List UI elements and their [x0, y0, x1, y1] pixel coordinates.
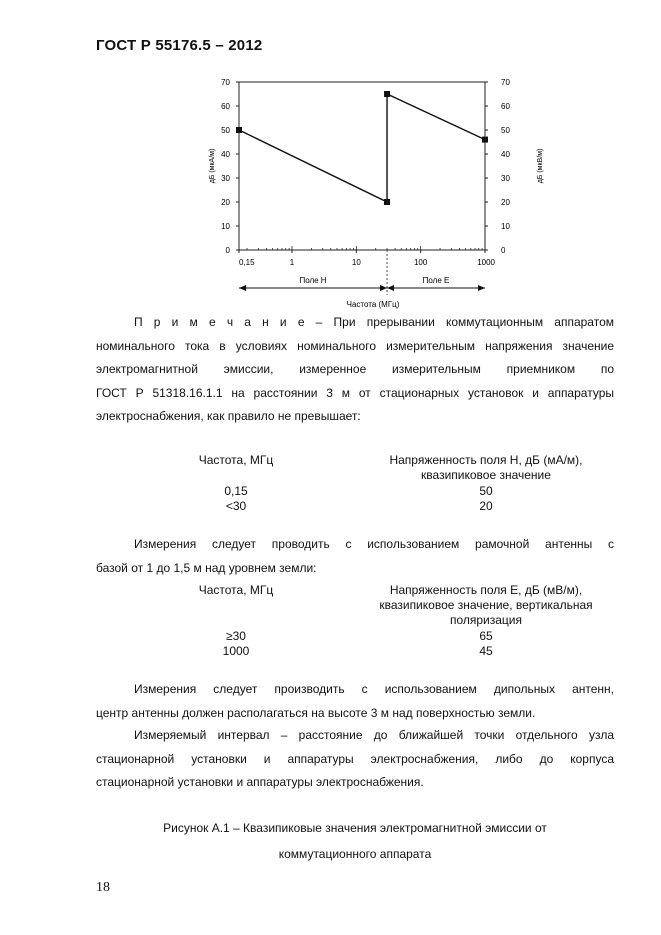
x-tick-label: 10	[351, 258, 361, 267]
data-point	[384, 199, 390, 205]
table-e-frequency-header: Частота, МГц	[198, 583, 274, 597]
y-tick-label-left: 0	[225, 246, 230, 255]
paragraph-line: Измерения следует производить с использованием дипольных антенн,	[134, 682, 614, 696]
frame-antenna-paragraph	[96, 533, 614, 580]
paragraph-line: стационарной установки и аппаратуры электроснабжения, либо до корпуса	[96, 751, 614, 766]
y-tick-label-left: 70	[221, 78, 230, 87]
plot-frame	[239, 82, 485, 250]
y-tick-label-left: 60	[221, 102, 230, 111]
y-tick-label-right: 50	[501, 126, 510, 135]
interval-paragraph	[96, 724, 614, 795]
page-number: 18	[96, 880, 110, 895]
y-axis-label-right: дБ (мкВ/м)	[537, 148, 544, 184]
paragraph-line: Измеряемый интервал – расстояние до ближайшей точки отдельного узла	[134, 728, 614, 742]
band-h-arrow-arrowhead-right	[380, 285, 387, 291]
y-tick-label-right: 40	[501, 150, 510, 159]
y-axis-ticks	[221, 78, 510, 255]
paragraph-line: стационарной установки и аппаратуры электроснабжения.	[96, 775, 424, 789]
table-h-frequency-header: Частота, МГц	[198, 453, 274, 467]
caption-line: коммутационного аппарата	[278, 847, 432, 861]
table-cell: 50	[479, 484, 493, 498]
note-line: электроснабжения, как правило не превышает:	[96, 409, 361, 423]
header-line: квазипиковое значение	[421, 468, 551, 482]
data-point	[236, 127, 242, 133]
x-tick-label: 1000	[477, 258, 495, 267]
y-tick-label-right: 10	[501, 222, 510, 231]
table-cell: 0,15	[224, 484, 248, 498]
band-h-arrow-arrowhead-left	[239, 285, 246, 291]
y-tick-label-right: 60	[501, 102, 510, 111]
table-cell: 65	[479, 629, 493, 643]
band-e-arrow-arrowhead-left	[387, 285, 394, 291]
band-h-label: Поле Н	[299, 276, 327, 285]
y-tick-label-right: 70	[501, 78, 510, 87]
band-e-arrow-arrowhead-right	[478, 285, 485, 291]
header-line: Напряженность поля Н, дБ (мА/м),	[389, 453, 583, 467]
y-tick-label-right: 30	[501, 174, 510, 183]
header-line: Напряженность поля Е, дБ (мВ/м),	[389, 583, 583, 597]
note-line: электромагнитной эмиссии, измеренное измерительным приемником по	[96, 362, 614, 376]
table-h-intensity-header	[360, 453, 612, 483]
caption-line: Рисунок А.1 – Квазипиковые значения электромагнитной эмиссии от	[163, 821, 547, 835]
header-line: поляризация	[449, 613, 523, 627]
x-axis-ticks	[239, 246, 496, 267]
table-e-intensity-header	[360, 583, 612, 628]
y-tick-label-left: 20	[221, 198, 230, 207]
table-cell: ≥30	[226, 629, 246, 643]
paragraph-line: центр антенны должен располагаться на высоте 3 м над поверхностью земли.	[96, 705, 536, 720]
y-tick-label-right: 20	[501, 198, 510, 207]
header-line: квазипиковое значение, вертикальная	[379, 598, 593, 612]
paragraph-line: Измерения следует проводить с использованием рамочной антенны с	[134, 537, 614, 551]
y-axis-label-left: дБ (мкА/м)	[209, 148, 216, 184]
y-tick-label-left: 50	[221, 126, 230, 135]
x-tick-label: 0,15	[239, 258, 255, 267]
figure-caption	[96, 815, 614, 867]
dipole-antenna-paragraph	[96, 678, 614, 725]
table-e-frequency-cells	[190, 629, 282, 659]
data-point	[482, 137, 488, 143]
note-line: ГОСТ Р 51318.16.1.1 на расстоянии 3 м от стационарных установок и аппаратуры	[96, 385, 614, 400]
series-line-1	[239, 130, 387, 202]
y-tick-label-right: 0	[501, 246, 506, 255]
series-line-2	[387, 94, 485, 202]
y-tick-label-left: 30	[221, 174, 230, 183]
table-cell: 1000	[222, 644, 250, 658]
band-e-label: Поле Е	[422, 276, 450, 285]
table-h-value-cells	[360, 484, 612, 514]
x-tick-label: 1	[289, 258, 295, 267]
x-tick-label: 100	[413, 258, 428, 267]
note-line: П р и м е ч а н и е – При прерывании коммутационным аппаратом	[134, 315, 614, 329]
data-point	[384, 91, 390, 97]
y-tick-label-left: 40	[221, 150, 230, 159]
table-e-value-cells	[360, 629, 612, 659]
table-h-frequency-cells	[190, 484, 282, 514]
y-tick-label-left: 10	[221, 222, 230, 231]
note-paragraph	[96, 311, 614, 429]
note-line: номинального тока в условиях номинального измерительным напряжения значение	[96, 338, 614, 353]
table-cell: 45	[479, 644, 493, 658]
table-cell: <30	[225, 499, 247, 513]
table-cell: 20	[479, 499, 493, 513]
frequency-bands	[239, 250, 485, 295]
x-axis-label: Частота (МГц)	[346, 300, 400, 309]
paragraph-line: базой от 1 до 1,5 м над уровнем земли:	[96, 560, 317, 575]
emission-chart	[0, 0, 661, 320]
document-header: ГОСТ Р 55176.5 – 2012	[96, 37, 263, 54]
chart-series	[236, 91, 488, 205]
